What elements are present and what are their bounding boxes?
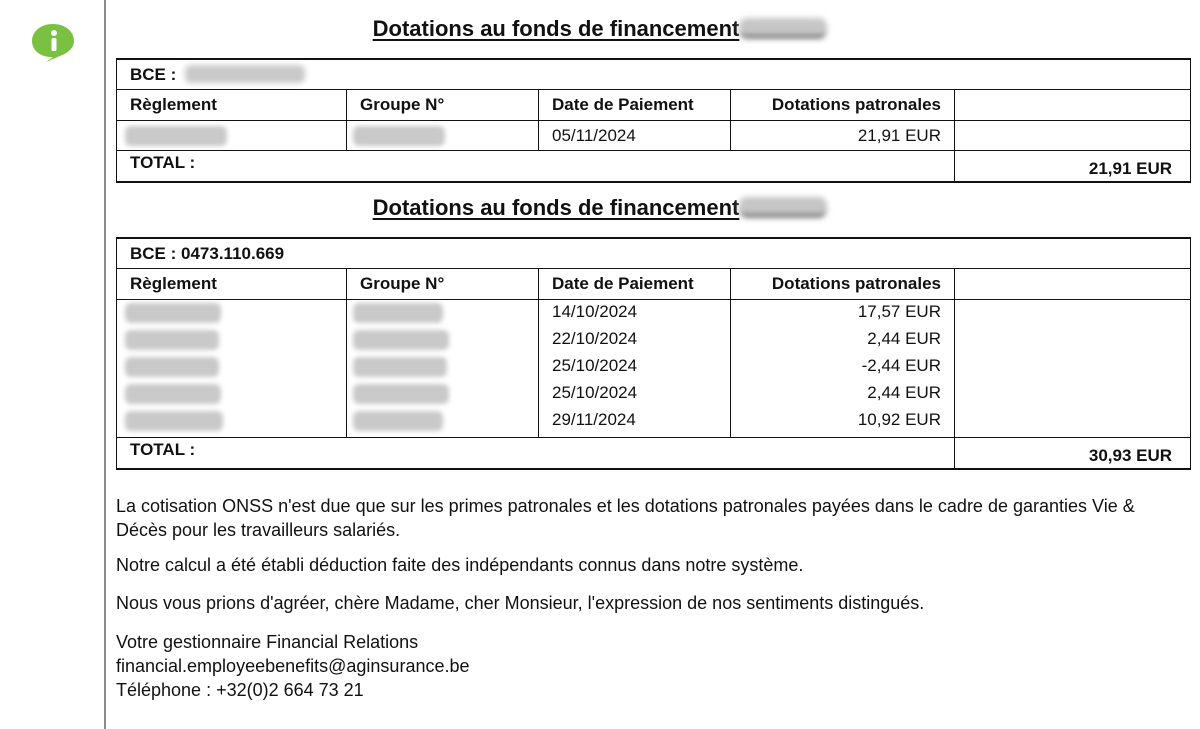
amount-value: 10,92 EUR xyxy=(857,410,941,429)
redacted-groupe xyxy=(353,330,449,350)
section-heading xyxy=(0,195,1200,221)
amount-value: 17,57 EUR xyxy=(857,302,941,321)
bce-row xyxy=(117,59,1191,90)
payment-date: 14/10/2024 xyxy=(552,302,638,321)
amount-value: 2,44 EUR xyxy=(867,383,941,402)
redacted-reglement xyxy=(125,384,221,404)
closing-salutation: Nous vous prions d'agréer, chère Madame, cher Monsieur, l'expression de nos sentiments distingués. xyxy=(116,593,925,613)
col-header-dotations: Dotations patronales xyxy=(731,90,955,121)
col-header-reglement: Règlement xyxy=(117,269,347,300)
payment-date: 25/10/2024 xyxy=(552,356,638,375)
bce-row xyxy=(117,238,1191,269)
funding-table-2 xyxy=(116,237,1191,470)
signature-block xyxy=(116,630,470,702)
redacted-groupe xyxy=(353,357,447,377)
calculation-note: Notre calcul a été établi déduction faite des indépendants connus dans notre système. xyxy=(116,555,804,575)
date-cell: 05/11/2024 xyxy=(539,121,731,151)
redacted-reglement xyxy=(125,411,223,431)
empty-cell xyxy=(955,121,1191,151)
redacted-reglement xyxy=(125,126,227,146)
redacted-heading-suffix xyxy=(739,197,827,217)
amount-cell: 21,91 EUR xyxy=(731,121,955,151)
bce-label: BCE : xyxy=(130,243,177,263)
date-cell xyxy=(539,300,731,438)
col-header-reglement: Règlement xyxy=(117,90,347,121)
amount-value: -2,44 EUR xyxy=(861,356,941,375)
bce-label: BCE : xyxy=(130,64,177,84)
bce-value: 0473.110.669 xyxy=(181,243,285,263)
payment-date: 29/11/2024 xyxy=(552,410,636,429)
groupe-cell xyxy=(347,300,539,438)
redacted-groupe xyxy=(353,126,445,146)
col-header-groupe: Groupe N° xyxy=(347,90,539,121)
onss-note: La cotisation ONSS n'est due que sur les primes patronales et les dotations patronales payées dans le cadre de garanties Vie & Décès pour les travailleurs salariés. xyxy=(116,496,1135,540)
funding-table-1 xyxy=(116,58,1191,183)
total-label: TOTAL : xyxy=(117,438,955,470)
signature-email[interactable]: financial.employeebenefits@aginsurance.be xyxy=(116,656,470,676)
redacted-groupe xyxy=(353,384,449,404)
signature-title: Votre gestionnaire Financial Relations xyxy=(116,632,419,652)
amount-value: 2,44 EUR xyxy=(867,329,941,348)
reglement-cell xyxy=(117,300,347,438)
col-header-groupe: Groupe N° xyxy=(347,269,539,300)
section-heading xyxy=(0,16,1200,42)
total-value: 30,93 EUR xyxy=(955,438,1191,470)
redacted-heading-suffix xyxy=(739,18,827,38)
total-label: TOTAL : xyxy=(117,151,955,183)
empty-cell xyxy=(955,300,1191,438)
redacted-reglement xyxy=(125,303,221,323)
total-value: 21,91 EUR xyxy=(955,151,1191,183)
section-heading-text: Dotations au fonds de financement xyxy=(372,195,740,220)
redacted-bce-number xyxy=(185,65,305,83)
col-header-date: Date de Paiement xyxy=(539,269,731,300)
redacted-groupe xyxy=(353,411,443,431)
payment-date: 25/10/2024 xyxy=(552,383,638,402)
groupe-cell xyxy=(347,121,539,151)
amount-cell xyxy=(731,300,955,438)
payment-date: 22/10/2024 xyxy=(552,329,638,348)
reglement-cell xyxy=(117,121,347,151)
col-header-empty xyxy=(955,90,1191,121)
col-header-dotations: Dotations patronales xyxy=(731,269,955,300)
page-margin-line xyxy=(104,0,106,729)
redacted-groupe xyxy=(353,303,443,323)
redacted-reglement xyxy=(125,330,219,350)
col-header-empty xyxy=(955,269,1191,300)
redacted-reglement xyxy=(125,357,219,377)
signature-phone: Téléphone : +32(0)2 664 73 21 xyxy=(116,680,364,700)
col-header-date: Date de Paiement xyxy=(539,90,731,121)
section-heading-text: Dotations au fonds de financement xyxy=(372,16,740,41)
